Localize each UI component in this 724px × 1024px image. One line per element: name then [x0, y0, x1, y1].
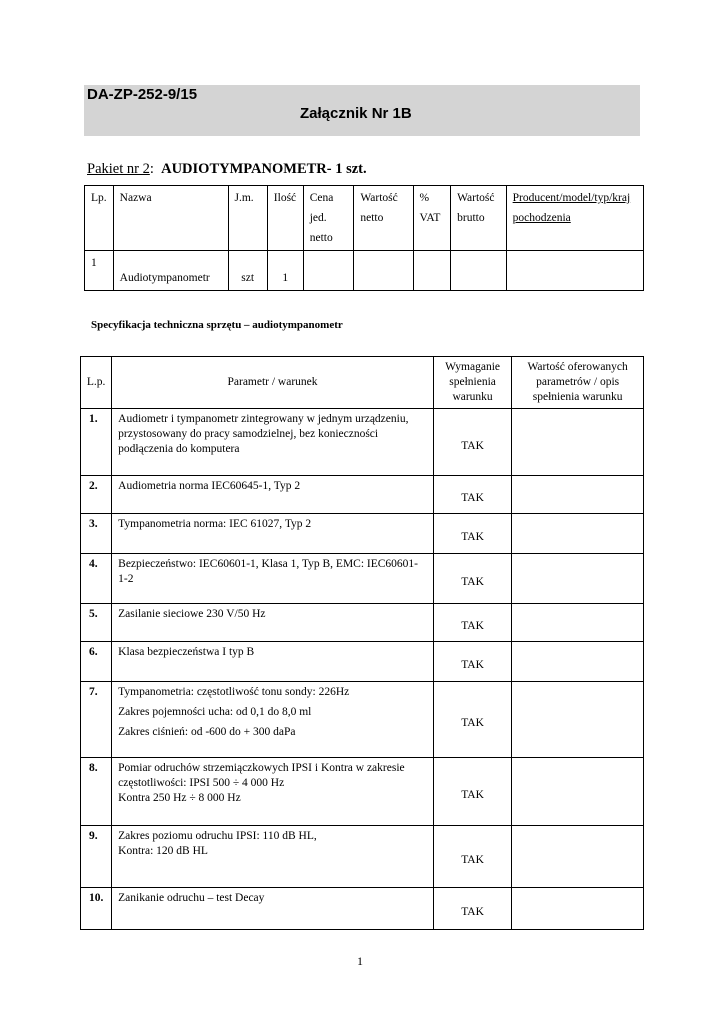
spec-row-number: 7.: [81, 682, 112, 758]
spec-row-requirement: TAK: [433, 476, 511, 514]
document-id: DA-ZP-252-9/15: [87, 86, 198, 103]
price-cell-wartosc-brutto[interactable]: [451, 251, 507, 291]
spec-row-parameter-line: Tympanometria: częstotliwość tonu sondy: 226Hz: [118, 686, 350, 698]
spec-row-number: 1.: [81, 409, 112, 476]
price-header-jm: J.m.: [228, 186, 267, 251]
spec-row-parameter: [112, 409, 434, 476]
spec-row-parameter-line: Audiometria norma IEC60645-1, Typ 2: [118, 480, 301, 492]
spec-row-offered-value[interactable]: [512, 826, 644, 888]
spec-title: Specyfikacja techniczna sprzętu – audiotympanometr: [91, 319, 343, 331]
spec-header-param: Parametr / warunek: [112, 357, 434, 409]
spec-row: [81, 642, 644, 682]
price-cell-vat[interactable]: [413, 251, 451, 291]
price-table-row: [85, 251, 644, 291]
spec-row-offered-value[interactable]: [512, 888, 644, 930]
spec-row-parameter: [112, 758, 434, 826]
spec-row-requirement: TAK: [433, 554, 511, 604]
spec-row: [81, 409, 644, 476]
spec-row-parameter-line: Audiometr i tympanometr zintegrowany w jednym urządzeniu, przystosowany do pracy samodzielnej, bez konieczności podłączenia do komputera: [118, 413, 409, 455]
annex-title: Załącznik Nr 1B: [300, 105, 412, 122]
spec-row-parameter-line: Zanikanie odruchu – test Decay: [118, 892, 265, 904]
page-number: 1: [357, 954, 363, 968]
price-cell-cena[interactable]: [303, 251, 354, 291]
spec-row-requirement: TAK: [433, 888, 511, 930]
spec-row: [81, 476, 644, 514]
spec-header-req: Wymaganie spełnienia warunku: [433, 357, 511, 409]
spec-row-parameter: [112, 476, 434, 514]
spec-row-number: 9.: [81, 826, 112, 888]
spec-row-parameter: [112, 826, 434, 888]
spec-row-parameter: [112, 682, 434, 758]
spec-row-offered-value[interactable]: [512, 409, 644, 476]
spec-row-parameter-line: Zasilanie sieciowe 230 V/50 Hz: [118, 608, 266, 620]
spec-row-parameter: [112, 514, 434, 554]
package-colon: :: [149, 161, 154, 177]
price-table: [84, 185, 644, 291]
spec-header-lp: L.p.: [81, 357, 112, 409]
spec-header-offered: Wartość oferowanych parametrów / opis spełnienia warunku: [512, 357, 644, 409]
spec-row-parameter-line: Klasa bezpieczeństwa I typ B: [118, 646, 255, 658]
spec-row: [81, 682, 644, 758]
spec-row-parameter-line: Tympanometria norma: IEC 61027, Typ 2: [118, 518, 312, 530]
package-title: AUDIOTYMPANOMETR- 1 szt.: [161, 161, 367, 177]
spec-row-parameter-line: Zakres ciśnień: od -600 do + 300 daPa: [118, 726, 296, 738]
spec-row-parameter-line: Kontra 250 Hz ÷ 8 000 Hz: [118, 792, 241, 804]
spec-row-parameter: [112, 642, 434, 682]
price-cell-ilosc: 1: [267, 251, 303, 291]
spec-row-offered-value[interactable]: [512, 642, 644, 682]
spec-row-parameter: [112, 888, 434, 930]
spec-row-requirement: TAK: [433, 409, 511, 476]
price-header-nazwa: Nazwa: [113, 186, 228, 251]
price-header-wartosc-brutto: Wartość brutto: [451, 186, 507, 251]
package-heading: [87, 161, 367, 178]
spec-row-parameter: [112, 554, 434, 604]
spec-table: [80, 356, 644, 930]
spec-row: [81, 826, 644, 888]
price-header-wartosc-netto: Wartość netto: [354, 186, 413, 251]
price-cell-wartosc-netto[interactable]: [354, 251, 413, 291]
spec-row-number: 10.: [81, 888, 112, 930]
spec-row-parameter-line: Kontra: 120 dB HL: [118, 845, 208, 857]
spec-row-offered-value[interactable]: [512, 554, 644, 604]
spec-row-number: 8.: [81, 758, 112, 826]
spec-row-offered-value[interactable]: [512, 476, 644, 514]
price-cell-nazwa: Audiotympanometr: [113, 251, 228, 291]
price-table-header-row: [85, 186, 644, 251]
spec-row-offered-value[interactable]: [512, 604, 644, 642]
spec-row-requirement: TAK: [433, 682, 511, 758]
spec-row-requirement: TAK: [433, 642, 511, 682]
price-cell-producent[interactable]: [506, 251, 643, 291]
spec-row-requirement: TAK: [433, 826, 511, 888]
spec-row: [81, 604, 644, 642]
spec-row-number: 4.: [81, 554, 112, 604]
spec-row-number: 5.: [81, 604, 112, 642]
spec-row-parameter-line: Pomiar odruchów strzemiączkowych IPSI i Kontra w zakresie częstotliwości: IPSI 500 ÷ 4 000 Hz: [118, 762, 405, 789]
package-label: Pakiet nr 2: [87, 161, 150, 177]
price-header-producent: Producent/model/typ/kraj pochodzenia: [506, 186, 643, 251]
spec-row-number: 2.: [81, 476, 112, 514]
spec-table-body: [81, 409, 644, 930]
spec-header-row: [81, 357, 644, 409]
spec-row-parameter-line: Bezpieczeństwo: IEC60601-1, Klasa 1, Typ B, EMC: IEC60601-1-2: [118, 558, 419, 585]
spec-row: [81, 514, 644, 554]
spec-row-offered-value[interactable]: [512, 682, 644, 758]
price-header-cena: Cena jed. netto: [303, 186, 354, 251]
price-cell-jm: szt: [228, 251, 267, 291]
spec-row: [81, 554, 644, 604]
spec-row: [81, 758, 644, 826]
spec-row-number: 3.: [81, 514, 112, 554]
spec-row-offered-value[interactable]: [512, 514, 644, 554]
price-header-ilosc: Ilość: [267, 186, 303, 251]
spec-row-requirement: TAK: [433, 604, 511, 642]
price-header-lp: Lp.: [85, 186, 114, 251]
spec-row-number: 6.: [81, 642, 112, 682]
spec-row-requirement: TAK: [433, 758, 511, 826]
spec-row-parameter-line: Zakres pojemności ucha: od 0,1 do 8,0 ml: [118, 706, 312, 718]
spec-row-parameter: [112, 604, 434, 642]
spec-row-requirement: TAK: [433, 514, 511, 554]
price-header-vat: % VAT: [413, 186, 451, 251]
spec-row: [81, 888, 644, 930]
spec-row-offered-value[interactable]: [512, 758, 644, 826]
price-cell-lp: 1: [85, 251, 114, 291]
spec-row-parameter-line: Zakres poziomu odruchu IPSI: 110 dB HL,: [118, 830, 317, 842]
